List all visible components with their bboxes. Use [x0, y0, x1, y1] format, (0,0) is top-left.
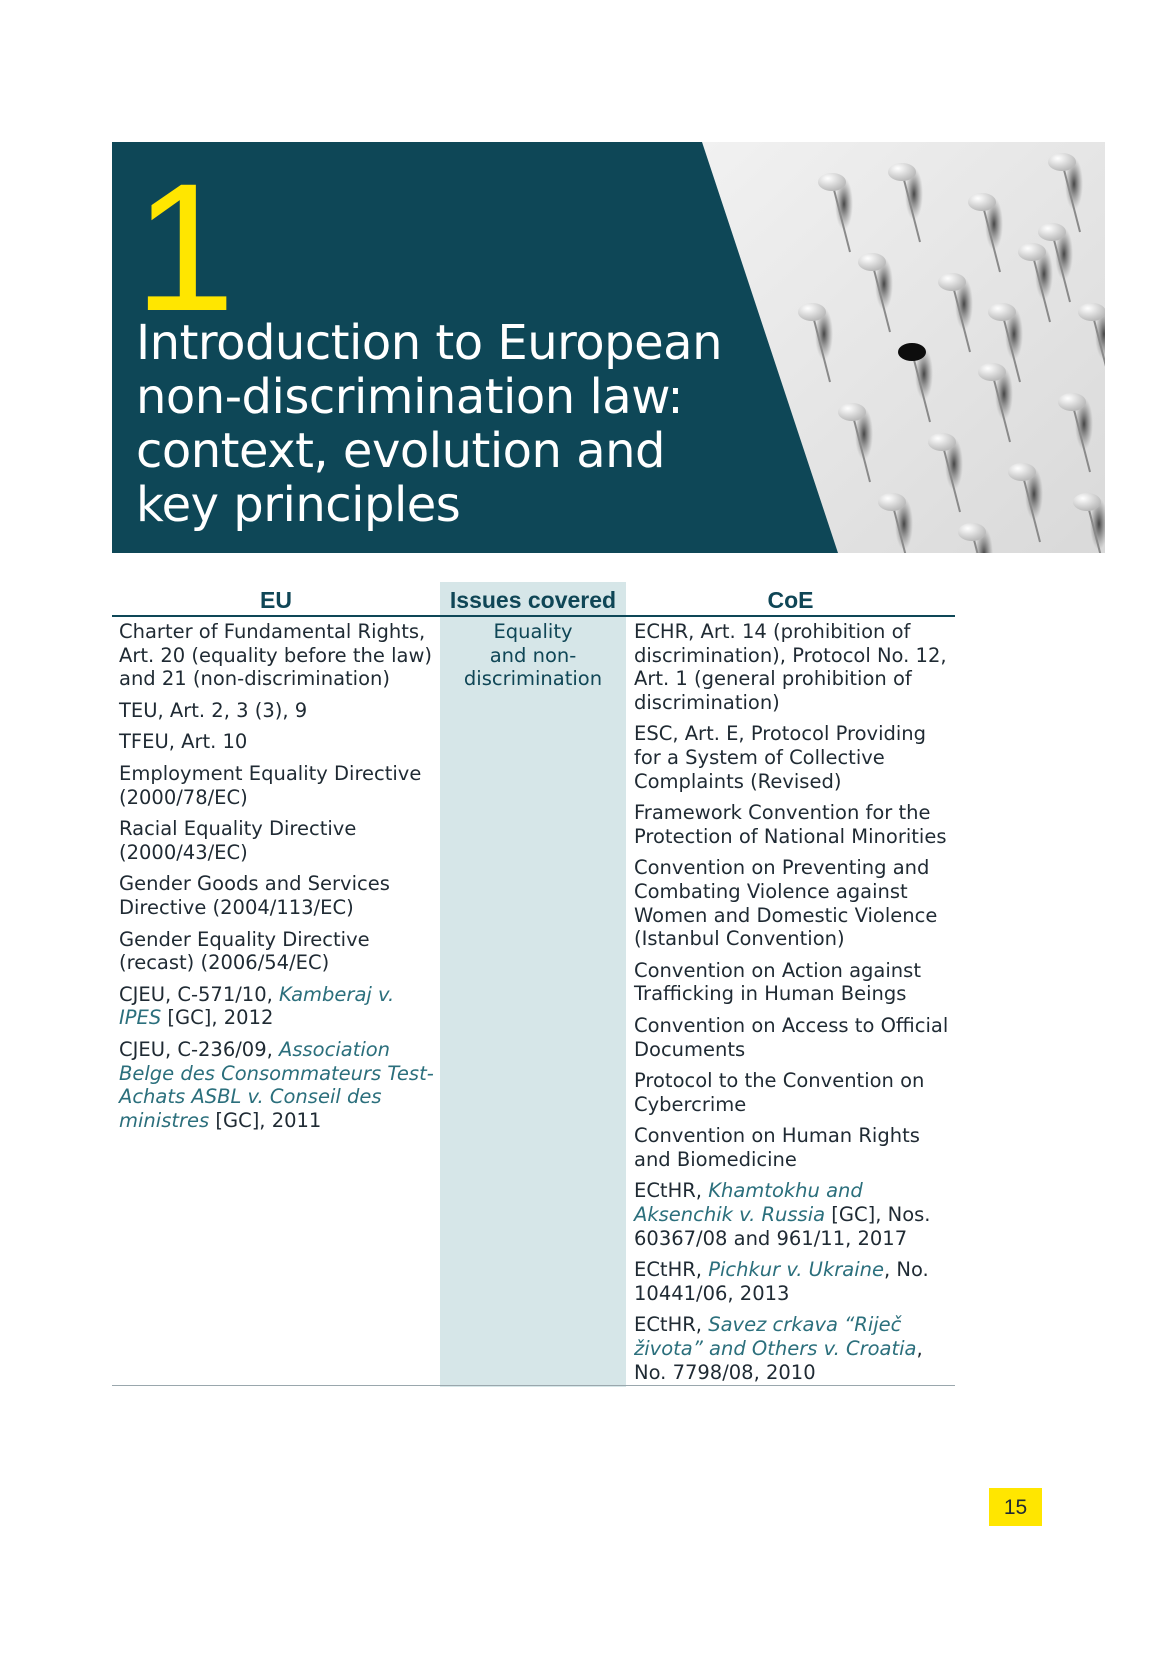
case-name: Kamberaj v. IPES — [119, 982, 395, 1030]
eu-instrument-entry — [119, 817, 437, 864]
case-name: Khamtokhu and Aksenchik v. Russia — [634, 1179, 863, 1227]
case-name: Savez crkava “Riječ života” and Others v. Croatia — [634, 1313, 917, 1361]
entry-text: Protocol to the Convention on Cybercrime — [634, 1069, 925, 1116]
entry-text: ECtHR, — [634, 1179, 709, 1203]
issue-line: discrimination — [463, 667, 603, 691]
coe-instrument-entry — [634, 1069, 955, 1116]
entry-text: ESC, Art. E, Protocol Providing for a System of Collective Complaints (Revised) — [634, 722, 927, 793]
coe-instrument-entry — [634, 1014, 955, 1061]
coe-instrument-entry — [634, 959, 955, 1006]
table-bottom-rule — [112, 1385, 955, 1386]
case-name: Pichkur v. Ukraine — [708, 1258, 884, 1282]
coe-column — [634, 620, 955, 1392]
entry-text: Gender Equality Directive (recast) (2006/54/EC) — [119, 927, 370, 975]
eu-column-header: EU — [260, 587, 292, 613]
entry-text: ECHR, Art. 14 (prohibition of discrimination), Protocol No. 12, Art. 1 (general prohibition of discrimination) — [634, 620, 947, 714]
coe-instrument-entry — [634, 801, 955, 848]
eu-instrument-entry — [119, 983, 437, 1030]
issues-column — [440, 620, 626, 691]
coe-column-header: CoE — [767, 587, 814, 613]
entry-text: TEU, Art. 2, 3 (3), 9 — [119, 698, 308, 722]
coe-instrument-entry — [634, 856, 955, 950]
entry-text: [GC], 2012 — [161, 1006, 274, 1030]
entry-text: CJEU, C-236/09, — [119, 1037, 280, 1061]
entry-text: , No. 10441/06, 2013 — [634, 1258, 929, 1305]
eu-instrument-entry — [119, 699, 437, 723]
entry-text: Convention on Human Rights and Biomedicine — [634, 1124, 920, 1171]
entry-text: ECtHR, — [634, 1258, 709, 1282]
coe-instrument-entry — [634, 1124, 955, 1171]
eu-column — [119, 620, 437, 1140]
eu-instrument-entry — [119, 1038, 437, 1132]
entry-text: Framework Convention for the Protection of National Minorities — [634, 801, 947, 848]
eu-instrument-entry — [119, 928, 437, 975]
entry-text: [GC], Nos. 60367/08 and 961/11, 2017 — [634, 1203, 931, 1250]
coe-instrument-entry — [634, 722, 955, 793]
entry-text: Employment Equality Directive (2000/78/EC) — [119, 761, 422, 809]
entry-text: , No. 7798/08, 2010 — [634, 1337, 923, 1384]
summary-table — [112, 582, 955, 1387]
entry-text: Racial Equality Directive (2000/43/EC) — [119, 817, 357, 864]
entry-text: Charter of Fundamental Rights, Art. 20 (equality before the law) and 21 (non-discrimination) — [119, 620, 432, 691]
page-number: 15 — [989, 1488, 1042, 1526]
entry-text: TFEU, Art. 10 — [119, 730, 248, 754]
coe-instrument-entry — [634, 1313, 955, 1384]
entry-text: Gender Goods and Services Directive (2004/113/EC) — [119, 872, 390, 919]
coe-instrument-entry — [634, 1179, 955, 1250]
coe-instrument-entry — [634, 620, 955, 714]
eu-instrument-entry — [119, 730, 437, 754]
entry-text: Convention on Action against Trafficking in Human Beings — [634, 958, 921, 1006]
eu-instrument-entry — [119, 872, 437, 919]
issues-column-band — [440, 582, 626, 1387]
entry-text: [GC], 2011 — [209, 1108, 322, 1132]
coe-instrument-entry — [634, 1258, 955, 1305]
chapter-banner — [112, 142, 1105, 553]
issue-line: and non- — [489, 643, 577, 667]
issues-column-header: Issues covered — [449, 587, 617, 613]
eu-instrument-entry — [119, 620, 437, 691]
entry-text: CJEU, C-571/10, — [119, 982, 280, 1006]
entry-text: ECtHR, — [634, 1313, 709, 1337]
chapter-number: 1 — [134, 145, 232, 349]
header-rule — [112, 615, 955, 617]
eu-instrument-entry — [119, 762, 437, 809]
entry-text: Convention on Access to Official Documents — [634, 1013, 949, 1061]
entry-text: Convention on Preventing and Combating Violence against Women and Domestic Violence (Istanbul Convention) — [634, 856, 938, 951]
chapter-title: Introduction to European non-discrimination law: context, evolution and key principles — [136, 315, 723, 533]
case-name: Association Belge des Consommateurs Test-Achats ASBL v. Conseil des ministres — [119, 1037, 434, 1132]
issue-line: Equality — [493, 620, 573, 643]
